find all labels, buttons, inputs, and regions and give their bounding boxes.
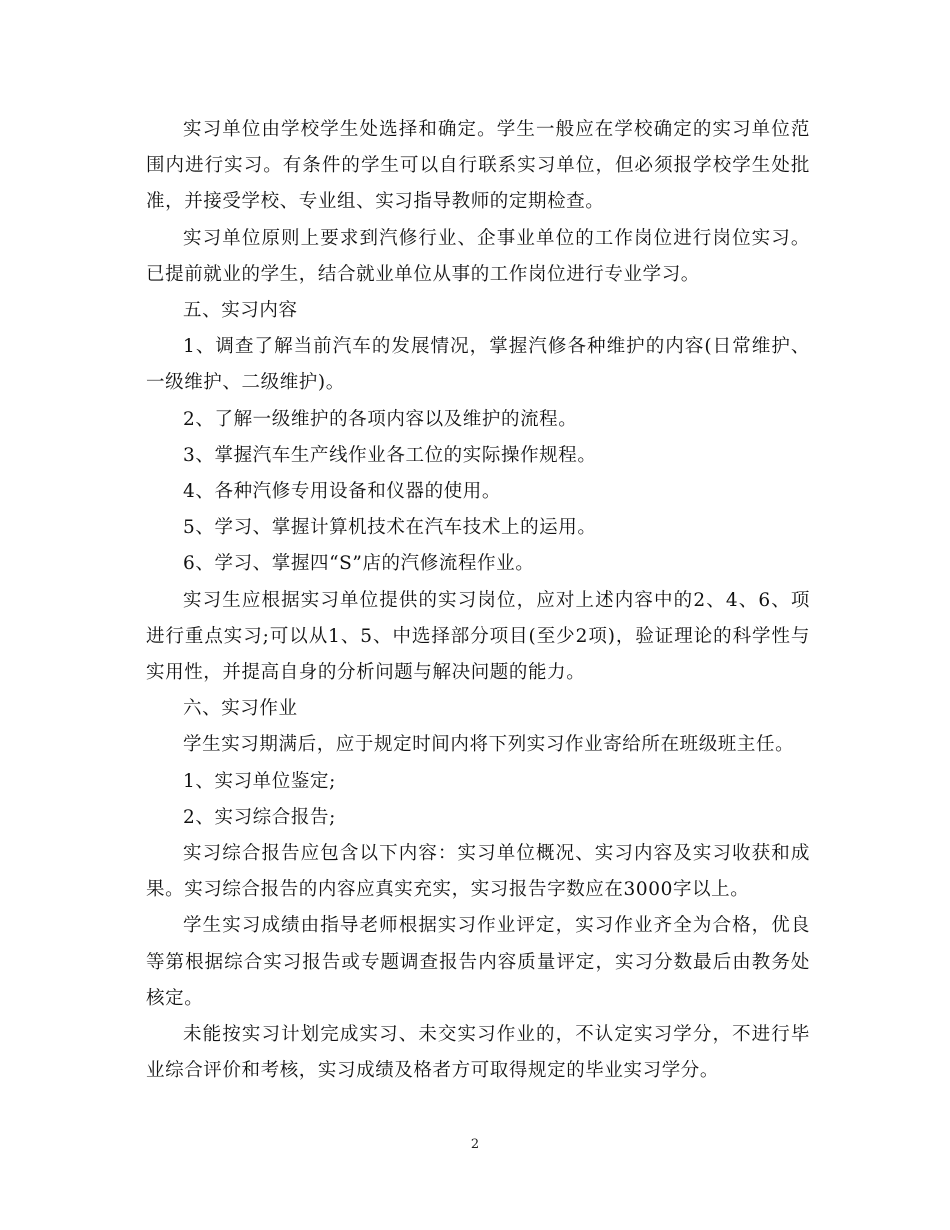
list-item-content-3: 3、掌握汽车生产线作业各工位的实际操作规程。 [183, 444, 597, 466]
paragraph-assignment-submission: 学生实习期满后，应于规定时间内将下列实习作业寄给所在班级班主任。 [183, 734, 795, 756]
page-number: 2 [470, 1137, 480, 1152]
paragraph-credit-rules: 未能按实习计划完成实习、未交实习作业的，不认定实习学分，不进行毕业综合评价和考核，实习成绩及格者方可取得规定的毕业实习学分。 [146, 1024, 810, 1082]
paragraph-key-practice: 实习生应根据实习单位提供的实习岗位，应对上述内容中的2、4、6、项进行重点实习;可以从1、5、中选择部分项目(至少2项)，验证理论的科学性与实用性，并提高自身的分析问题与解决问题的能力。 [146, 589, 810, 684]
list-item-content-1: 1、调查了解当前汽车的发展情况，掌握汽修各种维护的内容(日常维护、一级维护、二级维护)。 [146, 336, 810, 394]
section-heading-content: 五、实习内容 [183, 300, 298, 322]
section-heading-assignments: 六、实习作业 [183, 698, 298, 720]
paragraph-internship-unit-selection: 实习单位由学校学生处选择和确定。学生一般应在学校确定的实习单位范围内进行实习。有条件的学生可以自行联系实习单位，但必须报学校学生处批准，并接受学校、专业组、实习指导教师的定期检查。 [146, 119, 810, 213]
list-item-content-5: 5、学习、掌握计算机技术在汽车技术上的运用。 [183, 517, 597, 539]
document-body [146, 112, 810, 1089]
list-item-content-2: 2、了解一级维护的各项内容以及维护的流程。 [183, 408, 578, 430]
paragraph-internship-unit-requirement: 实习单位原则上要求到汽修行业、企事业单位的工作岗位进行岗位实习。已提前就业的学生，结合就业单位从事的工作岗位进行专业学习。 [146, 227, 810, 285]
paragraph-report-contents: 实习综合报告应包含以下内容：实习单位概况、实习内容及实习收获和成果。实习综合报告的内容应真实充实，实习报告字数应在3000字以上。 [146, 843, 810, 901]
paragraph-grading: 学生实习成绩由指导老师根据实习作业评定，实习作业齐全为合格，优良等第根据综合实习报告或专题调查报告内容质量评定，实习分数最后由教务处核定。 [146, 915, 810, 1009]
list-item-assignment-1: 1、实习单位鉴定; [183, 770, 336, 792]
list-item-assignment-2: 2、实习综合报告; [183, 806, 336, 828]
list-item-content-4: 4、各种汽修专用设备和仪器的使用。 [183, 481, 501, 503]
list-item-content-6: 6、学习、掌握四“S”店的汽修流程作业。 [183, 553, 535, 575]
